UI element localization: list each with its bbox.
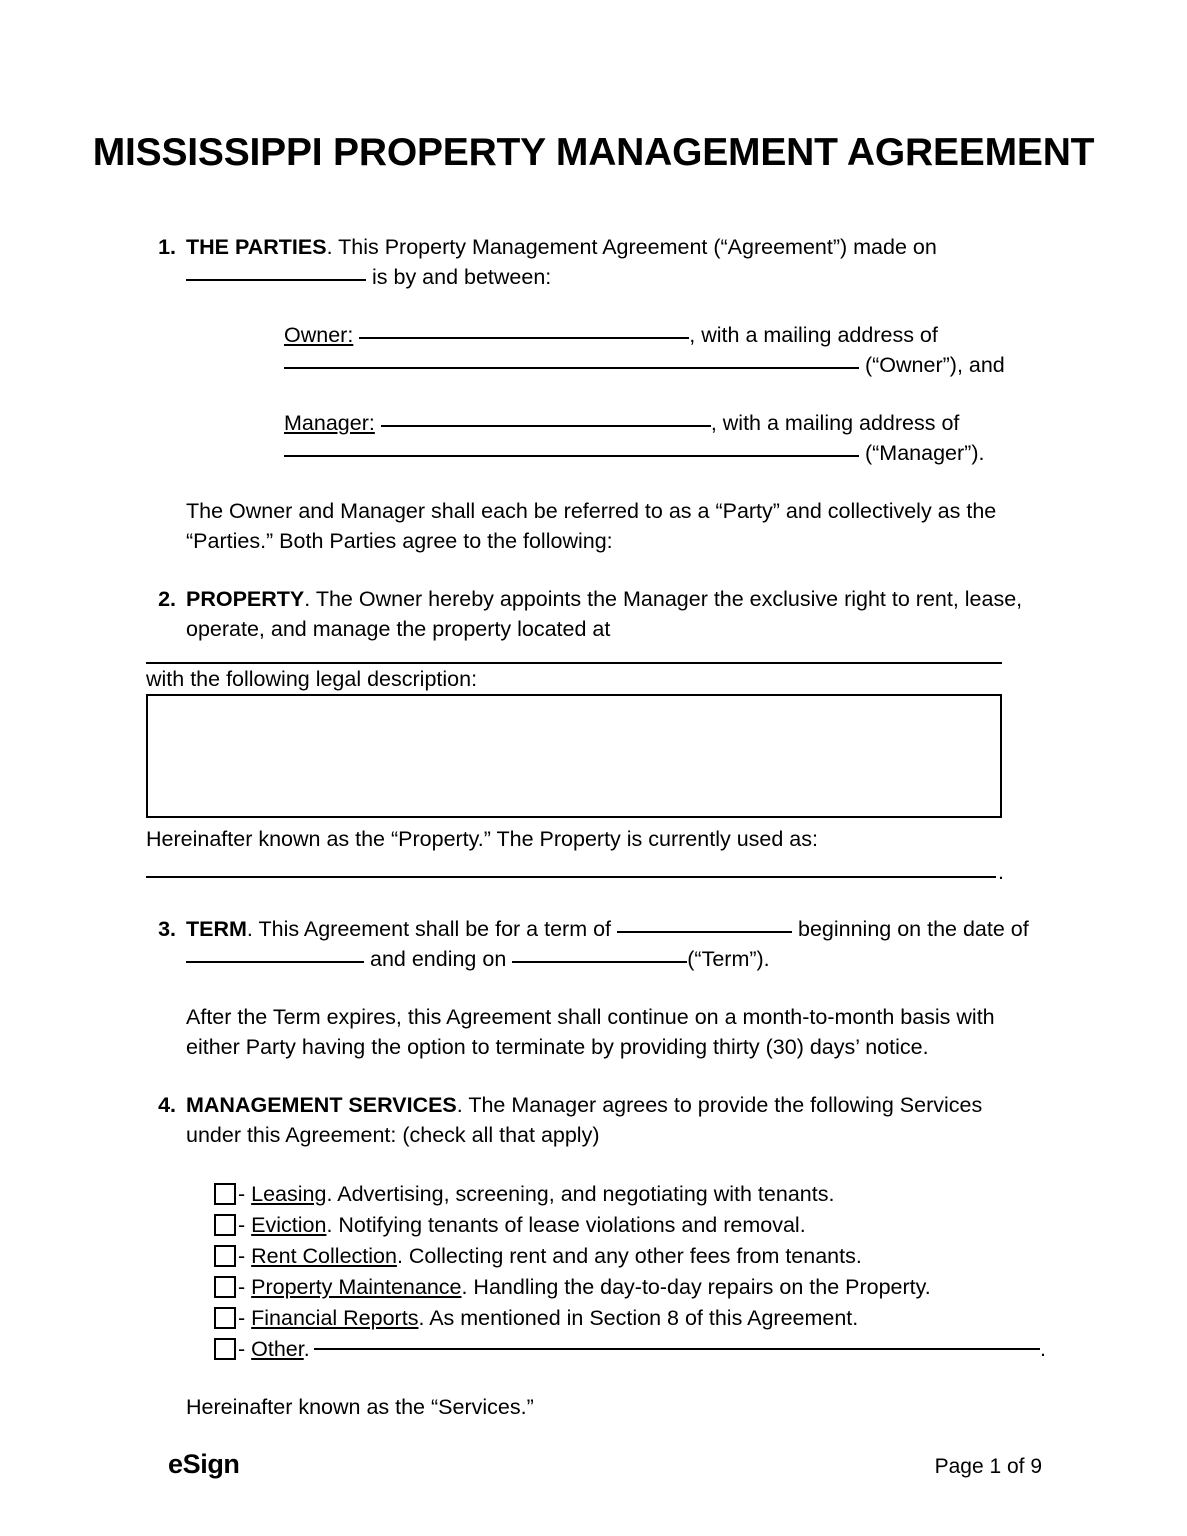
owner-label: Owner: <box>284 323 354 347</box>
owner-line <box>284 320 1046 350</box>
service-option-rent-collection[interactable] <box>214 1240 1046 1271</box>
service-option-eviction[interactable] <box>214 1209 1046 1240</box>
manager-line <box>284 408 1046 438</box>
service-desc-financial-reports: . As mentioned in Section 8 of this Agreement. <box>418 1305 859 1330</box>
property-used-as-blank[interactable] <box>146 876 996 878</box>
service-name-financial-reports: Financial Reports <box>251 1305 419 1330</box>
service-desc-eviction: . Notifying tenants of lease violations and removal. <box>326 1212 806 1237</box>
term-start-date-blank[interactable] <box>186 961 364 963</box>
property-used-as-period: . <box>998 860 1004 884</box>
owner-name-blank[interactable] <box>359 337 689 339</box>
manager-address-tail: (“Manager”). <box>864 441 985 465</box>
term-part1: . This Agreement shall be for a term of <box>246 917 612 941</box>
manager-block <box>146 408 1046 468</box>
service-name-leasing: Leasing <box>251 1181 327 1206</box>
term-paragraph-2: After the Term expires, this Agreement shall continue on a month-to-month basis with either Party having the option to terminate by providing thirty (30) days’ notice. <box>186 1005 995 1059</box>
clause-the-parties <box>146 232 1046 292</box>
document-body <box>146 232 1046 1422</box>
services-closing-text: Hereinafter known as the “Services.” <box>186 1395 534 1419</box>
manager-name-tail: , with a mailing address of <box>710 411 960 435</box>
service-label-leasing: - Leasing. Advertising, screening, and negotiating with tenants. <box>238 1181 835 1206</box>
page-footer <box>168 1449 1042 1480</box>
page-number: Page 1 of 9 <box>934 1455 1042 1478</box>
clause-heading-management-services: MANAGEMENT SERVICES <box>186 1093 457 1117</box>
clause-heading-term: TERM <box>186 917 247 941</box>
service-desc-leasing: . Advertising, screening, and negotiating with tenants. <box>326 1181 835 1206</box>
manager-name-blank[interactable] <box>381 425 711 427</box>
term-part2: beginning on the date of <box>797 917 1029 941</box>
term-length-blank[interactable] <box>617 931 792 933</box>
legal-description-box[interactable] <box>146 694 1002 818</box>
service-desc-property-maintenance: . Handling the day-to-day repairs on the Property. <box>461 1274 931 1299</box>
esign-logo: eSign <box>168 1449 240 1479</box>
parties-intro-tail: is by and between: <box>371 265 552 289</box>
service-label-property-maintenance: - Property Maintenance. Handling the day-to-day repairs on the Property. <box>238 1274 931 1299</box>
clause-number-1: 1. <box>158 235 176 259</box>
clause-property <box>146 584 1046 644</box>
service-name-rent-collection: Rent Collection <box>251 1243 397 1268</box>
clause-management-services <box>146 1090 1026 1150</box>
property-hereinafter-text: Hereinafter known as the “Property.” The Property is currently used as: <box>146 827 818 851</box>
parties-intro-text: . This Property Management Agreement (“Agreement”) made on <box>326 235 937 259</box>
property-body-text: . The Owner hereby appoints the Manager the exclusive right to rent, lease, operate, and manage the property located at <box>186 587 1023 641</box>
service-label-rent-collection: - Rent Collection. Collecting rent and any other fees from tenants. <box>238 1243 862 1268</box>
checkbox-leasing[interactable] <box>214 1183 236 1205</box>
checkbox-rent-collection[interactable] <box>214 1245 236 1267</box>
checkbox-property-maintenance[interactable] <box>214 1276 236 1298</box>
service-option-other[interactable] <box>214 1333 1046 1364</box>
service-option-leasing[interactable] <box>214 1178 1046 1209</box>
checkbox-other[interactable] <box>214 1338 236 1360</box>
owner-name-tail: , with a mailing address of <box>689 323 938 347</box>
agreement-date-blank[interactable] <box>186 279 366 281</box>
term-part4: (“Term”). <box>687 947 770 971</box>
manager-address-blank[interactable] <box>284 455 859 457</box>
owner-address-tail: (“Owner”), and <box>864 353 1005 377</box>
service-label-other: - Other. <box>238 1336 310 1361</box>
manager-address-line <box>284 438 1046 468</box>
other-service-period: . <box>1040 1336 1046 1361</box>
service-name-property-maintenance: Property Maintenance <box>251 1274 462 1299</box>
checkbox-financial-reports[interactable] <box>214 1307 236 1329</box>
owner-address-line <box>284 350 1046 380</box>
management-services-body: . The Manager agrees to provide the following Services under this Agreement: (check all that apply) <box>186 1093 983 1147</box>
term-part3: and ending on <box>369 947 507 971</box>
services-checkbox-list <box>146 1178 1046 1364</box>
legal-description-label: with the following legal description: <box>146 667 478 691</box>
service-label-eviction: - Eviction. Notifying tenants of lease violations and removal. <box>238 1212 806 1237</box>
service-desc-rent-collection: . Collecting rent and any other fees from tenants. <box>396 1243 862 1268</box>
service-name-eviction: Eviction <box>251 1212 327 1237</box>
clause-heading-the-parties: THE PARTIES <box>186 235 327 259</box>
owner-address-blank[interactable] <box>284 367 859 369</box>
manager-label: Manager: <box>284 411 375 435</box>
service-option-property-maintenance[interactable] <box>214 1271 1046 1302</box>
parties-closing-paragraph: The Owner and Manager shall each be referred to as a “Party” and collectively as the “Parties.” Both Parties agree to the following: <box>186 499 997 553</box>
clause-heading-property: PROPERTY <box>186 587 305 611</box>
service-option-financial-reports[interactable] <box>214 1302 1046 1333</box>
property-used-as-row <box>146 860 1046 884</box>
service-desc-other: . <box>303 1336 310 1361</box>
term-end-date-blank[interactable] <box>512 961 687 963</box>
checkbox-eviction[interactable] <box>214 1214 236 1236</box>
clause-term <box>146 914 1046 974</box>
clause-number-3: 3. <box>158 917 176 941</box>
clause-number-4: 4. <box>158 1093 176 1117</box>
clause-number-2: 2. <box>158 587 176 611</box>
service-label-financial-reports: - Financial Reports. As mentioned in Section 8 of this Agreement. <box>238 1305 859 1330</box>
service-name-other: Other <box>251 1336 304 1361</box>
other-service-blank[interactable] <box>314 1348 1040 1350</box>
page-title: MISSISSIPPI PROPERTY MANAGEMENT AGREEMENT <box>92 131 1095 174</box>
owner-block <box>146 320 1046 380</box>
